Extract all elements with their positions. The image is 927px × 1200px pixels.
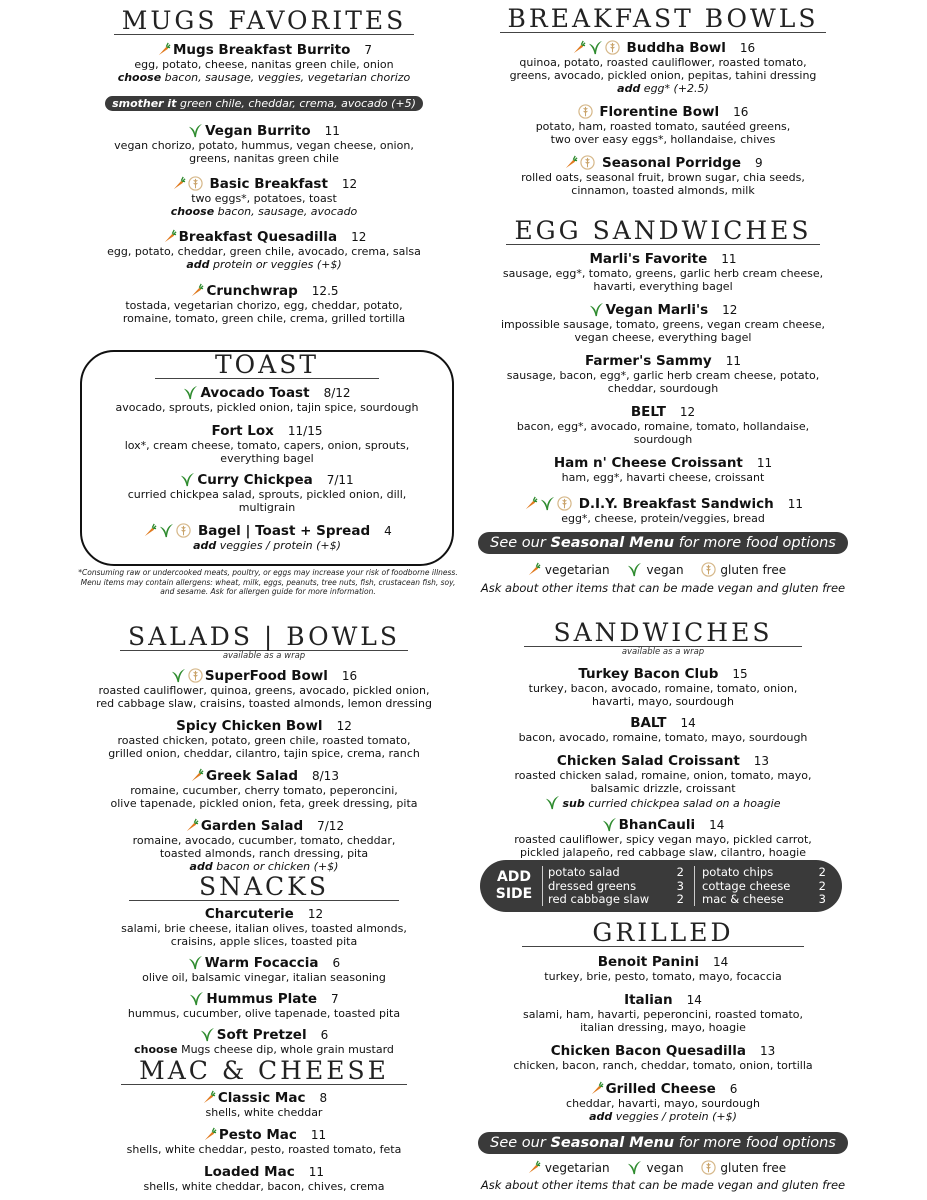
vegetarian-icon bbox=[571, 40, 586, 55]
item-desc: italian dressing, mayo, hoagie bbox=[580, 1021, 746, 1035]
snacks-title: SNACKS bbox=[129, 874, 399, 901]
item-price: 12 bbox=[351, 230, 367, 245]
item-name: BALT bbox=[630, 715, 667, 732]
gluten-free-icon bbox=[578, 104, 593, 119]
vegetarian-icon bbox=[526, 1160, 541, 1175]
menu-item bbox=[60, 1161, 468, 1193]
item-name: Buddha Bowl bbox=[626, 40, 726, 57]
menu-item bbox=[468, 299, 858, 344]
item-desc: pickled jalapeño, red cabbage slaw, cilantro, hoagie bbox=[519, 846, 807, 860]
item-desc: sourdough bbox=[633, 433, 693, 447]
item-desc: everything bagel bbox=[220, 452, 314, 466]
item-desc: two over easy eggs*, hollandaise, chives bbox=[550, 133, 776, 147]
item-name: Greek Salad bbox=[206, 768, 298, 785]
menu-item bbox=[60, 988, 468, 1020]
bowls-title: BREAKFAST BOWLS bbox=[500, 6, 827, 33]
item-desc: lox*, cream cheese, tomato, capers, onion, sprouts, bbox=[124, 439, 410, 453]
menu-item bbox=[468, 663, 858, 708]
vegan-icon bbox=[545, 795, 560, 810]
item-desc: egg*, cheese, protein/veggies, bread bbox=[561, 512, 765, 526]
item-desc: salami, ham, havarti, peperoncini, roasted tomato, bbox=[523, 1008, 803, 1022]
menu-item bbox=[60, 1087, 468, 1119]
item-name: D.I.Y. Breakfast Sandwich bbox=[578, 496, 774, 513]
vegetarian-icon bbox=[201, 1090, 216, 1105]
menu-item bbox=[80, 420, 454, 465]
item-price: 12 bbox=[307, 907, 324, 922]
item-name: Seasonal Porridge bbox=[602, 155, 741, 172]
item-extra: add veggies / protein (+$) bbox=[193, 539, 341, 553]
item-desc: greens, nanitas green chile bbox=[189, 152, 339, 166]
item-desc: vegan chorizo, potato, hummus, vegan cheese, onion, bbox=[114, 139, 414, 153]
side-item: red cabbage slaw 2 bbox=[548, 892, 684, 906]
item-price: 12 bbox=[722, 303, 738, 318]
seasonal-block-bottom bbox=[468, 1132, 858, 1192]
item-name: Florentine Bowl bbox=[599, 104, 720, 121]
item-extra: sub curried chickpea salad on a hoagie bbox=[468, 795, 858, 810]
menu-item bbox=[60, 665, 468, 710]
item-desc: cinnamon, toasted almonds, milk bbox=[571, 184, 755, 198]
menu-item bbox=[60, 903, 468, 948]
menu-item bbox=[468, 37, 858, 95]
item-desc: grilled onion, cheddar, cilantro, tajin spice, crema, ranch bbox=[108, 747, 420, 761]
item-price: 7/12 bbox=[317, 819, 345, 834]
item-desc: impossible sausage, tomato, greens, vegan cream cheese, bbox=[500, 318, 826, 332]
item-price: 11 bbox=[725, 354, 741, 369]
item-extra: choose bacon, sausage, avocado bbox=[170, 205, 358, 219]
toast-section bbox=[80, 352, 454, 552]
vegetarian-icon bbox=[162, 229, 177, 244]
vegan-icon bbox=[188, 123, 203, 138]
item-desc: shells, white cheddar bbox=[205, 1106, 323, 1120]
menu-item bbox=[468, 750, 858, 810]
item-desc: olive tapenade, pickled onion, feta, greek dressing, pita bbox=[110, 797, 418, 811]
gluten-free-icon bbox=[557, 496, 572, 511]
item-desc: potato, ham, roasted tomato, sautéed greens, bbox=[535, 120, 791, 134]
item-desc: romaine, tomato, green chile, crema, grilled tortilla bbox=[122, 312, 406, 326]
vegetarian-icon bbox=[563, 155, 578, 170]
item-name: Italian bbox=[624, 992, 673, 1009]
vegan-icon bbox=[171, 668, 186, 683]
item-name: Bagel | Toast + Spread bbox=[197, 523, 371, 540]
gluten-free-icon bbox=[188, 176, 203, 191]
menu-item bbox=[60, 1024, 468, 1056]
item-extra: add protein or veggies (+$) bbox=[186, 258, 342, 272]
item-name: Turkey Bacon Club bbox=[578, 666, 719, 683]
item-price: 16 bbox=[733, 105, 749, 120]
vegan-icon bbox=[159, 523, 174, 538]
item-price: 16 bbox=[739, 41, 756, 56]
item-desc: cheddar, havarti, mayo, sourdough bbox=[566, 1097, 760, 1111]
item-name: Crunchwrap bbox=[206, 283, 298, 300]
item-desc: hummus, cucumber, olive tapenade, toasted pita bbox=[127, 1007, 401, 1021]
vegan-icon bbox=[200, 1027, 215, 1042]
item-name: Pesto Mac bbox=[218, 1127, 297, 1144]
vegetarian-icon bbox=[156, 42, 171, 57]
smother-pill: smother it green chile, cheddar, crema, avocado (+5) bbox=[105, 96, 423, 111]
item-price: 11 bbox=[787, 497, 804, 512]
item-name: BhanCauli bbox=[618, 817, 696, 834]
mugs-section bbox=[60, 8, 468, 325]
mac-section bbox=[60, 1058, 468, 1193]
item-price: 12 bbox=[336, 719, 352, 734]
side-item: mac & cheese 3 bbox=[702, 892, 826, 906]
vegetarian-icon bbox=[184, 818, 199, 833]
item-desc: egg, potato, cheese, nanitas green chile, onion bbox=[134, 58, 394, 72]
item-price: 14 bbox=[680, 716, 696, 731]
item-price: 8/13 bbox=[312, 769, 339, 784]
menu-item bbox=[468, 101, 858, 146]
item-desc: salami, brie cheese, italian olives, toasted almonds, bbox=[121, 922, 407, 936]
legend: vegetarian vegan gluten free bbox=[468, 562, 858, 577]
vegan-icon bbox=[627, 562, 642, 577]
menu-item bbox=[468, 152, 858, 197]
item-desc: vegan cheese, everything bagel bbox=[574, 331, 752, 345]
side-item: dressed greens 3 bbox=[548, 878, 684, 893]
item-name: Chicken Salad Croissant bbox=[556, 753, 740, 770]
item-price: 4 bbox=[384, 524, 392, 539]
menu-item bbox=[468, 452, 858, 484]
item-desc: cheddar, sourdough bbox=[607, 382, 719, 396]
item-name: Marli's Favorite bbox=[589, 251, 708, 268]
item-price: 11 bbox=[308, 1165, 324, 1180]
item-desc: havarti, everything bagel bbox=[593, 280, 733, 294]
menu-item bbox=[468, 493, 858, 525]
menu-item bbox=[60, 280, 468, 325]
item-price: 12.5 bbox=[311, 284, 339, 299]
item-name: Soft Pretzel bbox=[216, 1027, 307, 1044]
item-desc: tostada, vegetarian chorizo, egg, cheddar, potato, bbox=[125, 299, 403, 313]
vegetarian-icon bbox=[171, 176, 186, 191]
item-name: Benoit Panini bbox=[597, 954, 699, 971]
item-price: 11/15 bbox=[287, 424, 323, 439]
menu-item bbox=[60, 1124, 468, 1156]
item-price: 14 bbox=[712, 955, 729, 970]
item-extra: add egg* (+2.5) bbox=[617, 82, 709, 96]
item-price: 9 bbox=[755, 156, 763, 171]
item-desc: roasted chicken, potato, green chile, roasted tomato, bbox=[117, 734, 411, 748]
side-item: potato chips 2 bbox=[702, 865, 826, 879]
menu-item bbox=[60, 173, 468, 218]
menu-item bbox=[468, 1040, 858, 1072]
item-desc: roasted chicken salad, romaine, onion, tomato, mayo, bbox=[514, 769, 812, 783]
gluten-free-icon bbox=[188, 668, 203, 683]
item-name: Grilled Cheese bbox=[605, 1081, 716, 1098]
menu-item bbox=[80, 469, 454, 514]
item-name: Fort Lox bbox=[211, 423, 274, 440]
salads-title: SALADS | BOWLS bbox=[120, 624, 408, 651]
side-list-left bbox=[548, 866, 684, 907]
item-extra: add veggies / protein (+$) bbox=[589, 1110, 737, 1124]
item-desc: sausage, bacon, egg*, garlic herb cream cheese, potato, bbox=[506, 369, 820, 383]
item-name: Vegan Burrito bbox=[205, 123, 311, 140]
vegan-icon bbox=[602, 817, 617, 832]
toast-title: TOAST bbox=[155, 352, 379, 379]
grilled-title: GRILLED bbox=[522, 920, 803, 947]
sandwiches-title: SANDWICHES bbox=[524, 620, 803, 647]
menu-item bbox=[468, 989, 858, 1034]
item-desc: craisins, apple slices, toasted pita bbox=[170, 935, 358, 949]
vegetarian-icon bbox=[526, 562, 541, 577]
vegan-icon bbox=[189, 991, 204, 1006]
side-item: cottage cheese 2 bbox=[702, 878, 826, 893]
sandwiches-subtitle: available as a wrap bbox=[621, 647, 705, 658]
gluten-free-icon bbox=[701, 1160, 716, 1175]
item-desc: roasted cauliflower, spicy vegan mayo, pickled carrot, bbox=[514, 833, 812, 847]
grilled-section bbox=[468, 920, 858, 1123]
item-name: Spicy Chicken Bowl bbox=[176, 718, 323, 735]
item-desc: quinoa, potato, roasted cauliflower, roasted tomato, bbox=[519, 56, 807, 70]
vegetarian-icon bbox=[589, 1081, 604, 1096]
legend: vegetarian vegan gluten free bbox=[468, 1160, 858, 1175]
gluten-free-icon bbox=[605, 40, 620, 55]
item-desc: romaine, cucumber, cherry tomato, peperoncini, bbox=[130, 784, 398, 798]
item-price: 6 bbox=[729, 1082, 738, 1097]
item-name: Hummus Plate bbox=[206, 991, 317, 1008]
item-extra: add bacon or chicken (+$) bbox=[189, 860, 339, 874]
item-desc: greens, avocado, pickled onion, pepitas, tahini dressing bbox=[509, 69, 817, 83]
mac-title: MAC & CHEESE bbox=[121, 1058, 407, 1085]
menu-item bbox=[60, 765, 468, 810]
item-name: Garden Salad bbox=[200, 818, 304, 835]
item-price: 15 bbox=[732, 667, 748, 682]
menu-item bbox=[468, 814, 858, 859]
sandwiches-section bbox=[468, 620, 858, 859]
item-desc: shells, white cheddar, pesto, roasted tomato, feta bbox=[126, 1143, 402, 1157]
vegetarian-icon bbox=[142, 523, 157, 538]
item-price: 11 bbox=[310, 1128, 327, 1143]
side-list-right bbox=[702, 866, 826, 907]
menu-item bbox=[60, 952, 468, 984]
menu-item bbox=[60, 120, 468, 165]
vegan-icon bbox=[540, 496, 555, 511]
item-price: 14 bbox=[709, 818, 725, 833]
item-name: Ham n' Cheese Croissant bbox=[553, 455, 743, 472]
item-desc: toasted almonds, ranch dressing, pita bbox=[159, 847, 369, 861]
gluten-free-icon bbox=[176, 523, 191, 538]
item-price: 7 bbox=[331, 992, 339, 1007]
add-side-label: ADD SIDE bbox=[495, 869, 533, 902]
item-name: Farmer's Sammy bbox=[585, 353, 712, 370]
item-name: Vegan Marli's bbox=[605, 302, 709, 319]
menu-item bbox=[468, 350, 858, 395]
item-desc: multigrain bbox=[238, 501, 296, 515]
item-desc: roasted cauliflower, quinoa, greens, avocado, pickled onion, bbox=[98, 684, 430, 698]
seasonal-menu-banner: See our Seasonal Menu for more food options bbox=[478, 1132, 848, 1154]
menu-item bbox=[468, 951, 858, 983]
item-price: 7 bbox=[364, 43, 373, 58]
vegetarian-icon bbox=[189, 768, 204, 783]
menu-item bbox=[468, 401, 858, 446]
bowls-section bbox=[468, 6, 858, 197]
item-desc: turkey, bacon, avocado, romaine, tomato, onion, bbox=[528, 682, 798, 696]
item-price: 13 bbox=[753, 754, 770, 769]
item-extra: choose Mugs cheese dip, whole grain mustard bbox=[134, 1043, 394, 1057]
item-desc: curried chickpea salad, sprouts, pickled onion, dill, bbox=[127, 488, 407, 502]
item-price: 7/11 bbox=[326, 473, 354, 488]
item-desc: egg, potato, cheddar, green chile, avocado, crema, salsa bbox=[107, 245, 421, 259]
item-name: Mugs Breakfast Burrito bbox=[172, 42, 351, 59]
item-price: 6 bbox=[332, 956, 341, 971]
item-price: 8/12 bbox=[323, 386, 351, 401]
menu-item bbox=[60, 715, 468, 760]
item-desc: avocado, sprouts, pickled onion, tajin spice, sourdough bbox=[115, 401, 419, 415]
item-name: Curry Chickpea bbox=[197, 472, 313, 489]
salads-section bbox=[60, 624, 468, 873]
menu-item bbox=[468, 1078, 858, 1123]
item-name: Basic Breakfast bbox=[209, 176, 328, 193]
item-name: SuperFood Bowl bbox=[204, 668, 328, 685]
item-price: 16 bbox=[341, 669, 358, 684]
menu-item bbox=[80, 382, 454, 414]
vegan-icon bbox=[183, 385, 198, 400]
item-price: 11 bbox=[324, 124, 340, 139]
item-desc: balsamic drizzle, croissant bbox=[590, 782, 736, 796]
item-price: 13 bbox=[759, 1044, 776, 1059]
seasonal-menu-banner: See our Seasonal Menu for more food options bbox=[478, 532, 848, 554]
item-desc: turkey, brie, pesto, tomato, mayo, focaccia bbox=[544, 970, 782, 984]
snacks-section bbox=[60, 874, 468, 1056]
mugs-title: MUGS FAVORITES bbox=[114, 8, 415, 35]
item-price: 8 bbox=[319, 1091, 328, 1106]
item-name: Charcuterie bbox=[204, 906, 294, 923]
item-price: 12 bbox=[679, 405, 696, 420]
add-side-panel bbox=[480, 860, 842, 912]
item-desc: chicken, bacon, ranch, cheddar, tomato, onion, tortilla bbox=[513, 1059, 813, 1073]
salads-subtitle: available as a wrap bbox=[222, 651, 306, 662]
item-name: Chicken Bacon Quesadilla bbox=[550, 1043, 746, 1060]
item-price: 14 bbox=[686, 993, 702, 1008]
menu-item bbox=[80, 520, 454, 552]
item-desc: bacon, avocado, romaine, tomato, mayo, sourdough bbox=[518, 731, 808, 745]
item-name: Classic Mac bbox=[217, 1090, 306, 1107]
seasonal-block-top bbox=[468, 532, 858, 595]
item-desc: shells, white cheddar, bacon, chives, crema bbox=[143, 1180, 385, 1194]
vegetarian-icon bbox=[189, 283, 204, 298]
item-extra: choose bacon, sausage, veggies, vegetarian chorizo bbox=[117, 71, 411, 85]
vegetarian-icon bbox=[202, 1127, 217, 1142]
item-desc: rolled oats, seasonal fruit, brown sugar, chia seeds, bbox=[521, 171, 805, 185]
item-desc: sausage, egg*, tomato, greens, garlic herb cream cheese, bbox=[502, 267, 824, 281]
vegan-icon bbox=[188, 955, 203, 970]
menu-item bbox=[60, 815, 468, 873]
vegan-icon bbox=[588, 40, 603, 55]
legend-note: Ask about other items that can be made vegan and gluten free bbox=[480, 581, 846, 595]
legend-note: Ask about other items that can be made vegan and gluten free bbox=[480, 1178, 846, 1192]
item-price: 11 bbox=[756, 456, 773, 471]
gluten-free-icon bbox=[580, 155, 595, 170]
allergen-note: *Consuming raw or undercooked meats, poultry, or eggs may increase your risk of foodborne illness. Menu items may contain allergens: wheat, milk, eggs, peanuts, tree nuts, fish, crustacean fish, soy, and sesame. Ask for allergen guide for more information. bbox=[78, 568, 458, 596]
item-name: BELT bbox=[630, 404, 666, 421]
item-name: Breakfast Quesadilla bbox=[178, 229, 338, 246]
item-desc: two eggs*, potatoes, toast bbox=[191, 192, 337, 206]
menu-item bbox=[60, 39, 468, 84]
item-name: Warm Focaccia bbox=[204, 955, 319, 972]
item-desc: havarti, mayo, sourdough bbox=[592, 695, 734, 709]
item-price: 11 bbox=[721, 252, 737, 267]
item-name: Avocado Toast bbox=[200, 385, 310, 402]
vegan-icon bbox=[589, 302, 604, 317]
gluten-free-icon bbox=[701, 562, 716, 577]
menu-item bbox=[468, 712, 858, 744]
item-price: 12 bbox=[341, 177, 358, 192]
vegetarian-icon bbox=[523, 496, 538, 511]
menu-item bbox=[60, 226, 468, 271]
item-desc: olive oil, balsamic vinegar, italian seasoning bbox=[142, 971, 386, 985]
item-price: 6 bbox=[320, 1028, 329, 1043]
egg-sandwiches-section bbox=[468, 218, 858, 525]
egg-sandwiches-title: EGG SANDWICHES bbox=[506, 218, 819, 245]
side-item: potato salad 2 bbox=[548, 865, 684, 879]
item-desc: red cabbage slaw, craisins, toasted almonds, lemon dressing bbox=[96, 697, 432, 711]
item-desc: romaine, avocado, cucumber, tomato, cheddar, bbox=[132, 834, 396, 848]
vegan-icon bbox=[180, 472, 195, 487]
item-desc: ham, egg*, havarti cheese, croissant bbox=[561, 471, 765, 485]
vegan-icon bbox=[627, 1160, 642, 1175]
menu-item bbox=[468, 248, 858, 293]
item-desc: bacon, egg*, avocado, romaine, tomato, hollandaise, bbox=[516, 420, 810, 434]
item-name: Loaded Mac bbox=[204, 1164, 295, 1181]
